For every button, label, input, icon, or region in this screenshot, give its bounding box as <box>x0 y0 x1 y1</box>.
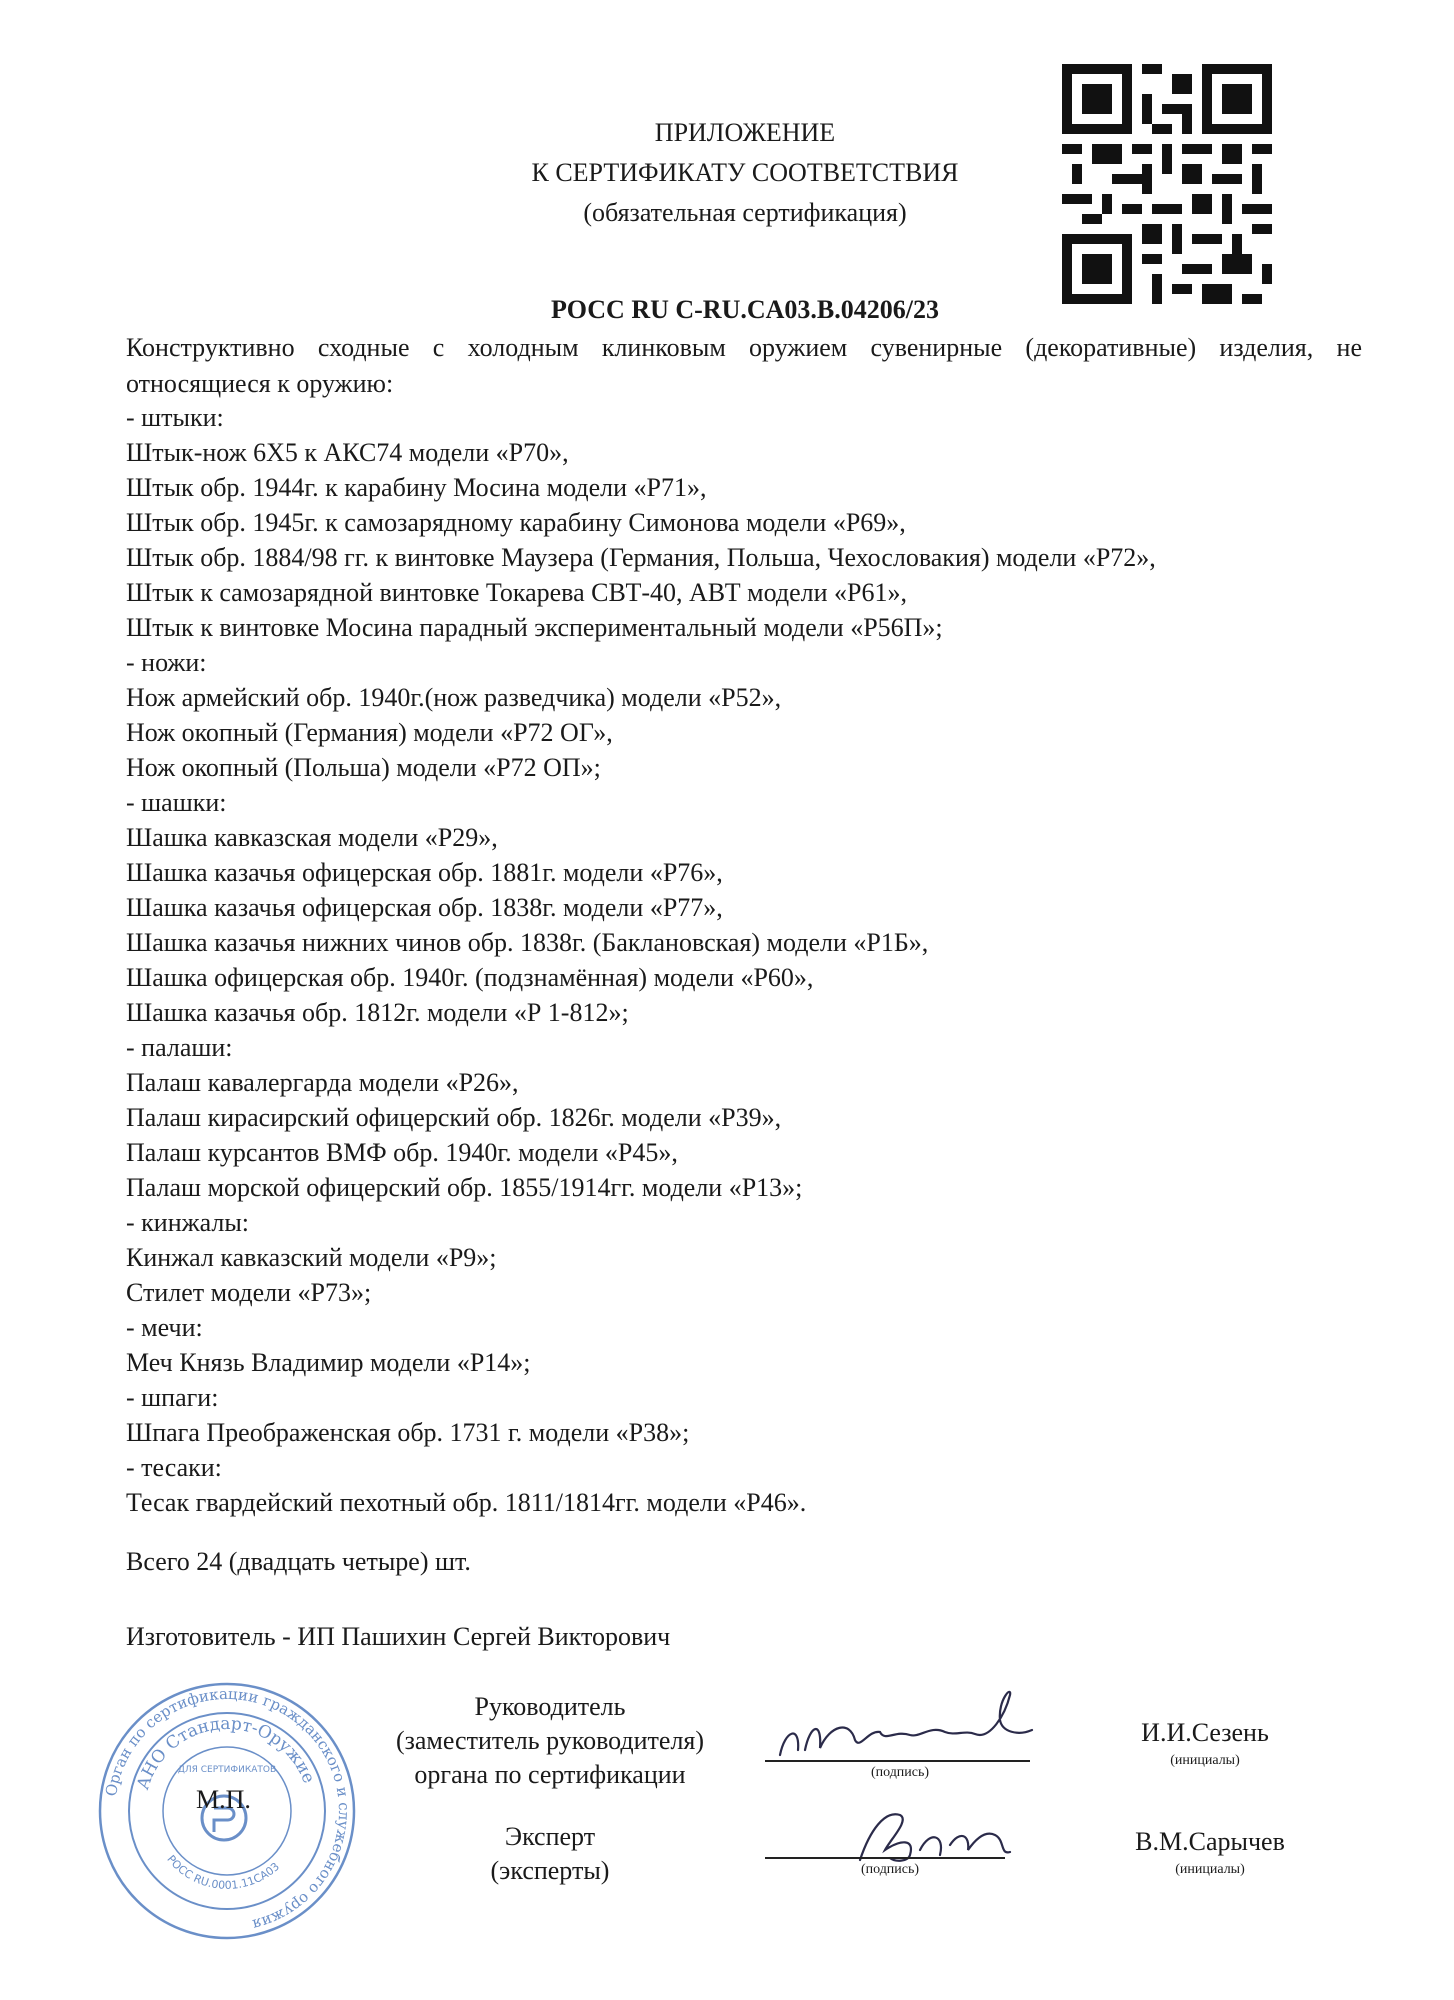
stamp-small-text: ДЛЯ СЕРТИФИКАТОВ <box>177 1765 277 1775</box>
qr-code <box>1062 64 1272 304</box>
list-item: - шашки: <box>126 788 227 817</box>
head-signature-line <box>765 1760 1030 1762</box>
stamp-outer-text: Орган по сертификации гражданского и служебного оружия <box>101 1684 354 1934</box>
head-signature-caption: (подпись) <box>870 1765 930 1780</box>
expert-role-line: (эксперты) <box>490 1856 610 1885</box>
list-item: Шашка офицерская обр. 1940г. (подзнамённая) модели «Р60», <box>126 963 814 992</box>
expert-initials-caption: (инициалы) <box>1175 1862 1245 1877</box>
list-item: Штык обр. 1884/98 гг. к винтовке Маузера (Германия, Польша, Чехословакия) модели «Р72», <box>126 543 1156 572</box>
header-subtitle: К СЕРТИФИКАТУ СООТВЕТСТВИЯ <box>531 158 959 187</box>
header-note: (обязательная сертификация) <box>583 198 907 227</box>
expert-role-line: Эксперт <box>504 1822 596 1851</box>
header-title: ПРИЛОЖЕНИЕ <box>654 118 836 147</box>
list-item: - кинжалы: <box>126 1208 250 1237</box>
head-role-line: органа по сертификации <box>414 1760 686 1789</box>
list-item: Стилет модели «Р73»; <box>126 1278 372 1307</box>
list-item: - тесаки: <box>126 1453 222 1482</box>
manufacturer: Изготовитель - ИП Пашихин Сергей Викторович <box>126 1622 671 1651</box>
list-item: Шашка казачья офицерская обр. 1881г. модели «Р76», <box>126 858 723 887</box>
list-item: Штык к самозарядной винтовке Токарева СВТ-40, АВТ модели «Р61», <box>126 578 908 607</box>
expert-signature-caption: (подпись) <box>860 1862 920 1877</box>
svg-text:АНО Стандарт-Оружие <box>133 1714 318 1792</box>
head-role <box>360 1690 740 1792</box>
document-header <box>420 113 1070 233</box>
svg-text:РОСС RU.0001.11СА03 <box>164 1853 282 1892</box>
expert-role <box>380 1820 720 1888</box>
list-item: Меч Князь Владимир модели «Р14»; <box>126 1348 531 1377</box>
list-item: Шашка казачья нижних чинов обр. 1838г. (Баклановская) модели «Р1Б», <box>126 928 929 957</box>
intro-paragraph: Конструктивно сходные с холодным клинковым оружием сувенирные (декоративные) изделия, не относящиеся к оружию: <box>126 333 1362 398</box>
product-list <box>126 400 1362 1520</box>
stamp-reg-number: РОСС RU.0001.11СА03 <box>164 1852 283 1892</box>
expert-signature-line <box>765 1857 1005 1859</box>
list-item: Штык к винтовке Мосина парадный экспериментальный модели «Р56П»; <box>126 613 943 642</box>
list-item: Шпага Преображенская обр. 1731 г. модели «Р38»; <box>126 1418 690 1447</box>
stamp-inner-text: АНО Стандарт-Оружие <box>133 1713 319 1793</box>
list-item: Палаш кавалергарда модели «Р26», <box>126 1068 519 1097</box>
list-item: - палаши: <box>126 1033 233 1062</box>
list-item: Палаш морской офицерский обр. 1855/1914гг. модели «Р13»; <box>126 1173 803 1202</box>
head-signature <box>760 1670 1040 1770</box>
stamp-place-label: М.П. <box>196 1785 251 1814</box>
list-item: Палаш курсантов ВМФ обр. 1940г. модели «Р45», <box>126 1138 678 1167</box>
list-item: Шашка казачья офицерская обр. 1838г. модели «Р77», <box>126 893 723 922</box>
list-item: Шашка казачья обр. 1812г. модели «Р 1-812»; <box>126 998 629 1027</box>
total-count: Всего 24 (двадцать четыре) шт. <box>126 1547 471 1576</box>
head-initials-caption: (инициалы) <box>1170 1753 1240 1768</box>
list-item: Штык обр. 1944г. к карабину Мосина модели «Р71», <box>126 473 707 502</box>
list-item: Штык обр. 1945г. к самозарядному карабину Симонова модели «Р69», <box>126 508 906 537</box>
certificate-number: РОСС RU C-RU.CA03.B.04206/23 <box>551 295 939 324</box>
list-item: Шашка кавказская модели «Р29», <box>126 823 498 852</box>
list-item: - штыки: <box>126 403 224 432</box>
list-item: Штык-нож 6Х5 к АКС74 модели «Р70», <box>126 438 569 467</box>
list-item: Нож окопный (Германия) модели «Р72 ОГ», <box>126 718 613 747</box>
list-item: Палаш кирасирский офицерский обр. 1826г. модели «Р39», <box>126 1103 782 1132</box>
list-item: - мечи: <box>126 1313 203 1342</box>
list-item: Тесак гвардейский пехотный обр. 1811/1814гг. модели «Р46». <box>126 1488 807 1517</box>
head-name: И.И.Сезень <box>1141 1718 1269 1747</box>
list-item: Кинжал кавказский модели «Р9»; <box>126 1243 497 1272</box>
head-role-line: (заместитель руководителя) <box>395 1726 705 1755</box>
list-item: - шпаги: <box>126 1383 219 1412</box>
list-item: Нож армейский обр. 1940г.(нож разведчика) модели «Р52», <box>126 683 782 712</box>
expert-name: В.М.Сарычев <box>1135 1827 1285 1856</box>
list-item: - ножи: <box>126 648 207 677</box>
head-role-line: Руководитель <box>474 1692 626 1721</box>
list-item: Нож окопный (Польша) модели «Р72 ОП»; <box>126 753 601 782</box>
